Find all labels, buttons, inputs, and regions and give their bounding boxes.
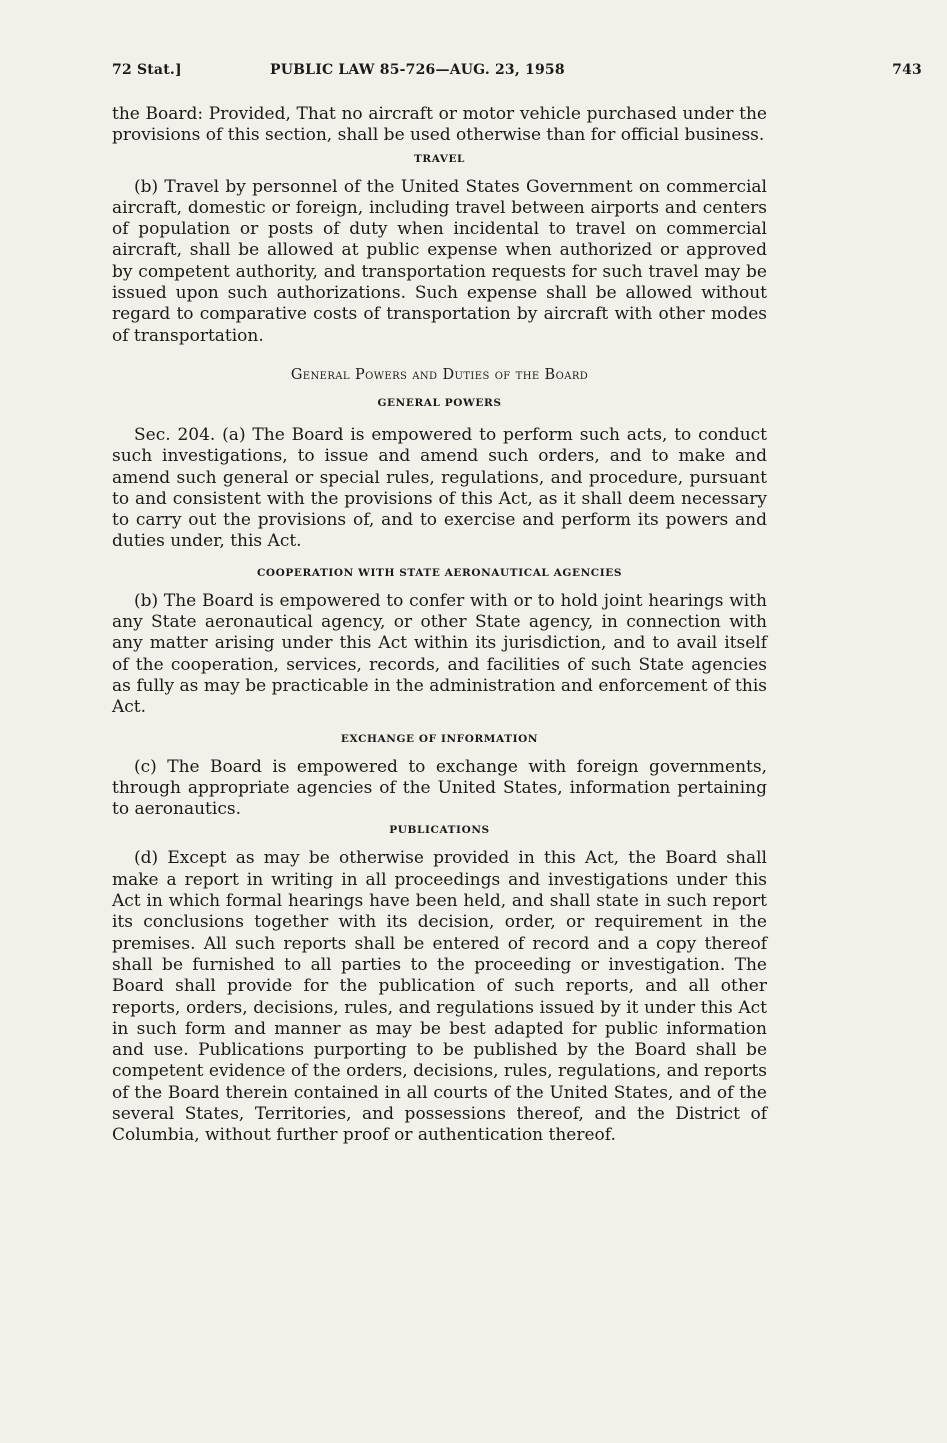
paragraph-travel: (b) Travel by personnel of the United States Government on commercial aircraft, domestic or foreign, including travel between airports and centers of population or posts of duty when incidental to travel on commercial aircraft, shall be allowed at public expense when authorized or approved by competent authority, and transportation requests for such travel may be issued upon such authorizations. Such expense shall be allowed without regard to comparative costs of transportation by aircraft with other modes of transportation. — [112, 176, 767, 346]
paragraph-exchange: (c) The Board is empowered to exchange with foreign governments, through appropriate agencies of the United States, information pertaining to aeronautics. — [112, 756, 767, 820]
heading-general-powers: GENERAL POWERS — [377, 396, 502, 409]
heading-publications: PUBLICATIONS — [389, 824, 490, 837]
heading-exchange: EXCHANGE OF INFORMATION — [340, 732, 539, 745]
paragraph-intro: the Board: Provided, That no aircraft or motor vehicle purchased under the provisions of this section, shall be used otherwise than for official business. — [112, 104, 767, 146]
paragraph-publications: (d) Except as may be otherwise provided in this Act, the Board shall make a report in writing in all proceedings and investigations under this Act in which formal hearings have been held, and shall state in such report its conclusions together with its decision, order, or requirement in the premises. All such reports shall be entered of record and a copy thereof shall be furnished to all parties to the proceeding or investigation. The Board shall provide for the publication of such reports, and all other reports, orders, decisions, rules, and regulations issued by it under this Act in such form and manner as may be best adapted for public information and use. Publications purporting to be published by the Board shall be competent evidence of the orders, decisions, rules, regulations, and reports of the Board therein contained in all courts of the United States, and of the several States, Territories, and possessions thereof, and the District of Columbia, without further proof or authentication thereof. — [112, 848, 767, 1146]
heading-general-powers-duties: General Powers and Duties of the Board — [290, 366, 589, 383]
heading-cooperation: COOPERATION WITH STATE AERONAUTICAL AGENCIES — [256, 566, 623, 579]
paragraph-cooperation: (b) The Board is empowered to confer with or to hold joint hearings with any State aeronautical agency, or other State agency, in connection with any matter arising under this Act within its jurisdiction, and to avail itself of the cooperation, services, records, and facilities of such State agencies as fully as may be practicable in the administration and enforcement of this Act. — [112, 590, 767, 718]
running-head — [112, 62, 922, 84]
public-law-title: PUBLIC LAW 85-726—AUG. 23, 1958 — [270, 62, 565, 78]
heading-travel: TRAVEL — [413, 152, 466, 165]
page-number: 743 — [892, 62, 922, 78]
statute-citation: 72 Stat.] — [112, 62, 182, 78]
page — [112, 62, 922, 1147]
paragraph-sec-204: Sec. 204. (a) The Board is empowered to perform such acts, to conduct such investigations, to issue and amend such orders, and to make and amend such general or special rules, regulations, and procedure, pursuant to and consistent with the provisions of this Act, as it shall deem necessary to carry out the provisions of, and to exercise and perform its powers and duties under, this Act. — [112, 424, 767, 552]
